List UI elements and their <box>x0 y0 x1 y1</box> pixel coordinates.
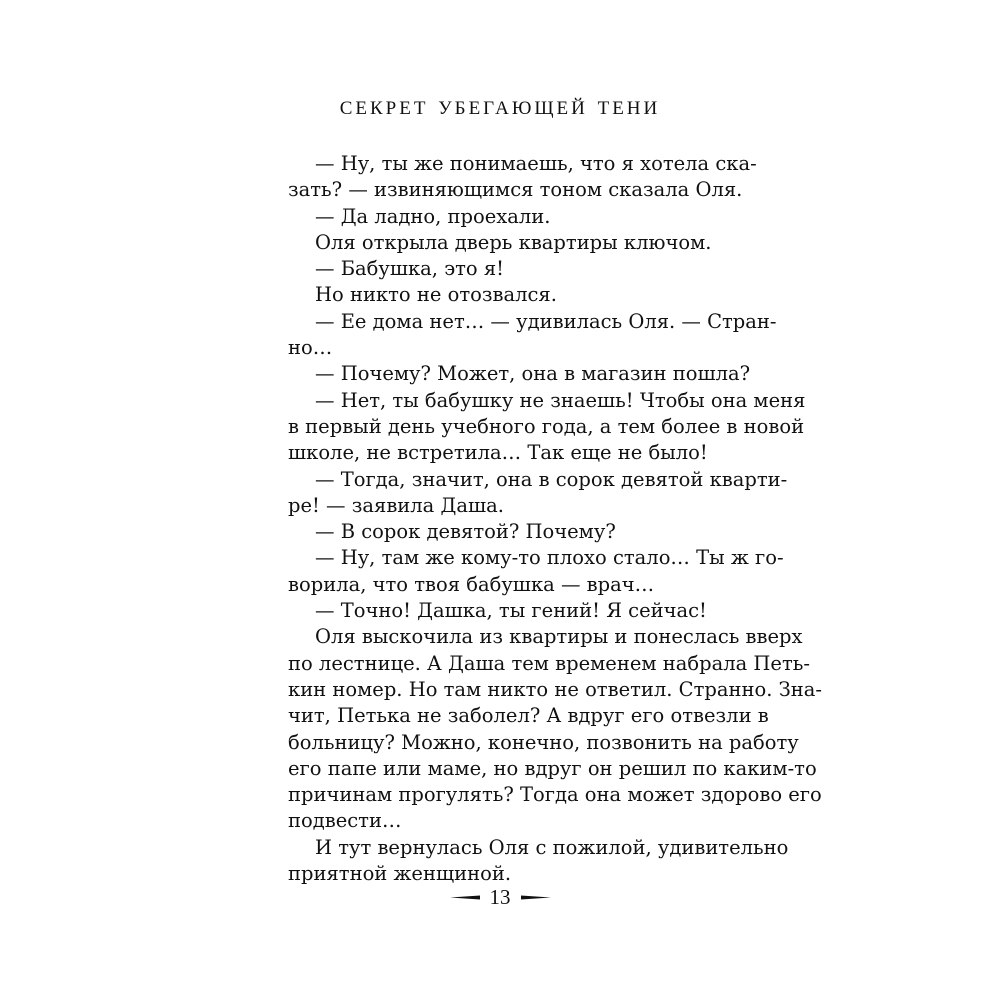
text-line: И тут вернулась Оля с пожилой, удивительно <box>315 835 789 859</box>
text-line: больницу? Можно, конечно, позвонить на работу <box>288 730 799 754</box>
text-line: чит, Петька не заболел? А вдруг его отвезли в <box>288 704 769 728</box>
text-line: школе, не встретила… Так еще не было! <box>288 441 708 465</box>
text-line: ре! — заявила Даша. <box>288 493 504 517</box>
folio-left-ornament <box>450 894 480 901</box>
text-line: Но никто не отозвался. <box>315 283 557 307</box>
text-line: — В сорок девятой? Почему? <box>315 520 616 544</box>
text-line: — Ну, ты же понимаешь, что я хотела ска- <box>315 152 757 175</box>
text-line: но… <box>288 336 333 360</box>
text-line: Оля выскочила из квартиры и понеслась вверх <box>315 625 803 649</box>
text-line: его папе или маме, но вдруг он решил по каким-то <box>288 756 817 780</box>
text-line: зать? — извиняющимся тоном сказала Оля. <box>288 178 743 202</box>
running-head: секрет убегающей тени <box>339 90 661 120</box>
page-folio <box>0 884 1000 910</box>
text-line: — Точно! Дашка, ты гений! Я сейчас! <box>315 599 707 623</box>
text-line: — Ну, там же кому-то плохо стало… Ты ж го- <box>315 546 784 570</box>
text-line: — Да ладно, проехали. <box>315 204 551 228</box>
text-line: Оля открыла дверь квартиры ключом. <box>315 230 712 254</box>
text-line: по лестнице. А Даша тем временем набрала Петь- <box>288 651 810 675</box>
folio-right-ornament <box>521 894 551 901</box>
text-line: кин номер. Но там никто не ответил. Странно. Зна- <box>288 677 822 701</box>
body-text <box>288 151 822 887</box>
text-line: — Бабушка, это я! <box>315 257 504 281</box>
text-line: — Ее дома нет… — удивилась Оля. — Стран- <box>315 309 777 333</box>
text-line: причинам прогулять? Тогда она может здорово его <box>288 783 822 807</box>
text-line: в первый день учебного года, а тем более в новой <box>288 414 805 438</box>
text-line: ворила, что твоя бабушка — врач… <box>288 572 655 596</box>
text-line: — Тогда, значит, она в сорок девятой кварти- <box>315 467 788 491</box>
page-number: 13 <box>489 885 511 909</box>
text-line: подвести… <box>288 809 402 833</box>
text-line: — Нет, ты бабушку не знаешь! Чтобы она меня <box>315 388 806 412</box>
text-line: — Почему? Может, она в магазин пошла? <box>315 362 751 386</box>
text-line: приятной женщиной. <box>288 862 512 886</box>
